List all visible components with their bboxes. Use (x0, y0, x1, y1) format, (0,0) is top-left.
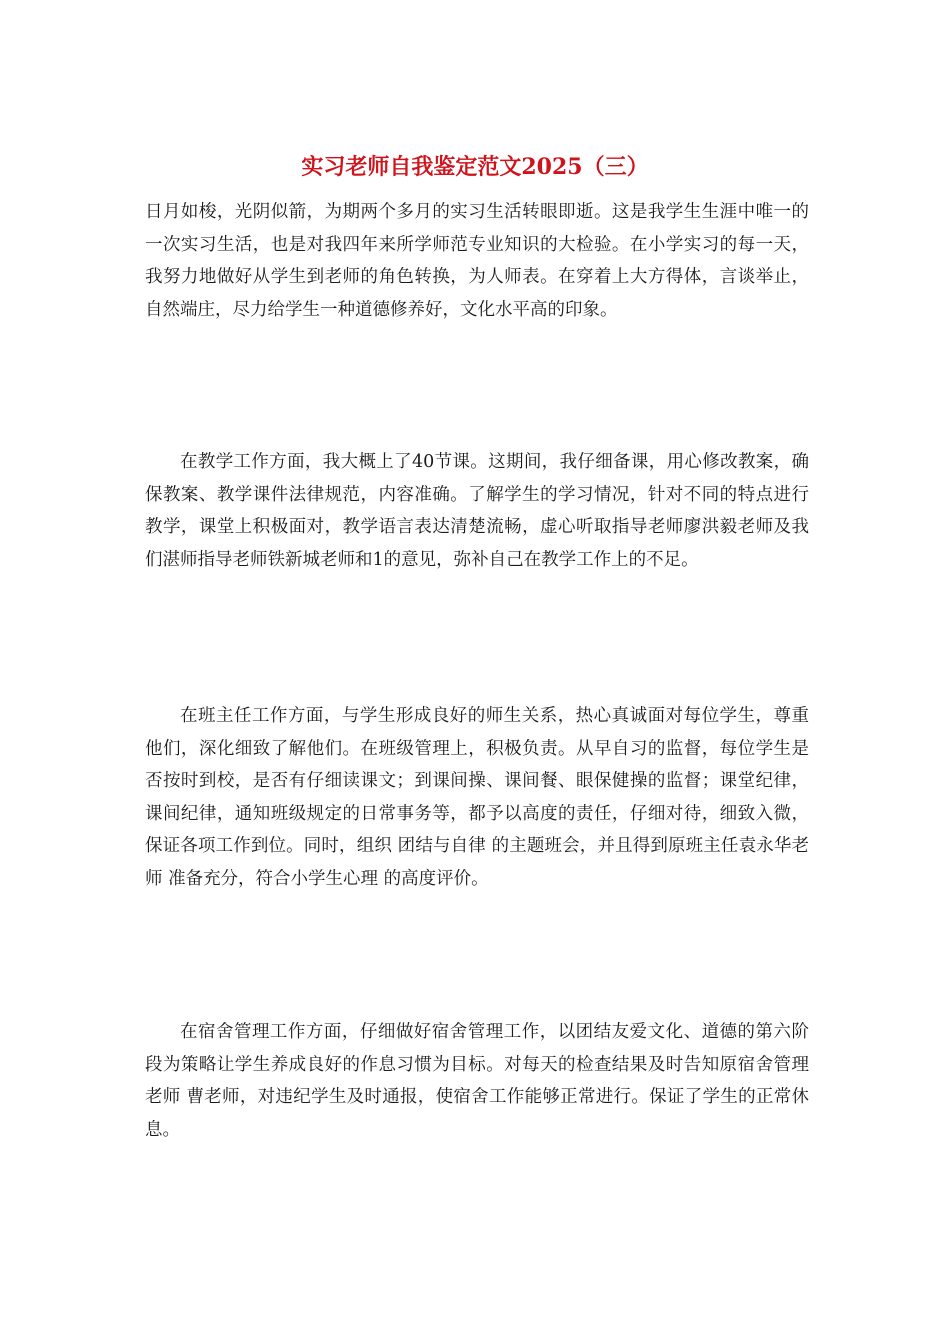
paragraph-intro: 日月如梭，光阴似箭，为期两个多月的实习生活转眼即逝。这是我学生生涯中唯一的一次实习生活，也是对我四年来所学师范专业知识的大检验。在小学实习的每一天，我努力地做好从学生到老师的角色转换，为人师表。在穿着上大方得体，言谈举止，自然端庄，尽力给学生一种道德修养好，文化水平高的印象。 (145, 202, 809, 320)
paragraph-dorm-management: 在宿舍管理工作方面，仔细做好宿舍管理工作，以团结友爱文化、道德的第六阶段为策略让学生养成良好的作息习惯为目标。对每天的检查结果及时告知原宿舍管理老师 曹老师，对违纪学生及时通报，使宿舍工作能够正常进行。保证了学生的正常休息。 (145, 1022, 809, 1140)
paragraph-teaching: 在教学工作方面，我大概上了40节课。这期间，我仔细备课，用心修改教案，确保教案、教学课件法律规范，内容准确。了解学生的学习情况，针对不同的特点进行教学，课堂上积极面对，教学语言表达清楚流畅，虚心听取指导老师廖洪毅老师及我们湛师指导老师铁新城老师和1的意见，弥补自己在教学工作上的不足。 (145, 452, 809, 570)
document-title: 实习老师自我鉴定范文2025（三） (301, 154, 649, 180)
paragraph-class-management: 在班主任工作方面，与学生形成良好的师生关系，热心真诚面对每位学生，尊重他们，深化细致了解他们。在班级管理上，积极负责。从早自习的监督，每位学生是否按时到校，是否有仔细读课文；到课间操、课间餐、眼保健操的监督；课堂纪律，课间纪律，通知班级规定的日常事务等，都予以高度的责任，仔细对待，细致入微，保证各项工作到位。同时，组织 团结与自律 的主题班会，并且得到原班主任袁永华老师 准备充分，符合小学生心理 的高度评价。 (145, 706, 809, 889)
